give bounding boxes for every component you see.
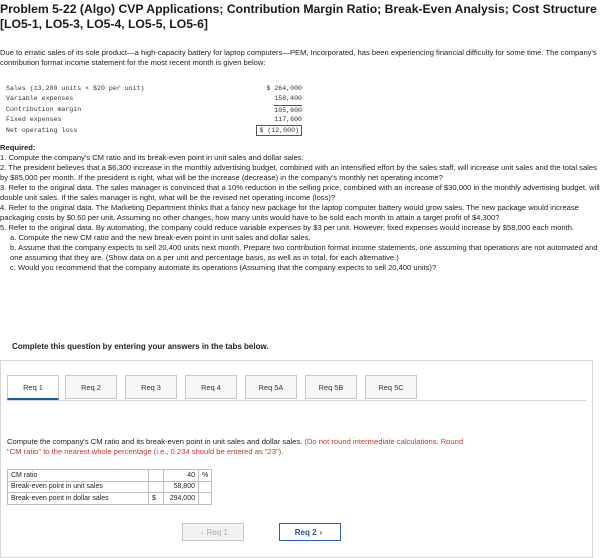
statement-value: $ (12,000) [256,125,302,136]
statement-row-net-operating-loss [6,126,302,136]
chevron-right-icon: › [319,527,323,537]
answer-unit: % [199,470,212,482]
answer-panel [0,360,593,558]
answer-currency: $ [149,493,164,505]
answer-currency [149,470,164,482]
break-even-dollars-input[interactable]: 294,000 [164,493,199,505]
statement-row-sales [6,84,302,94]
statement-value: 158,400 [274,95,302,103]
statement-label: Fixed expenses [6,116,62,124]
tab-req-3[interactable]: Req 3 [125,375,177,399]
answer-label: CM ratio [8,470,149,482]
tab-req-5a[interactable]: Req 5A [245,375,297,399]
statement-label: Sales (13,200 units × $20 per unit) [6,85,145,92]
answer-table [7,469,212,505]
statement-label: Net operating loss [6,126,78,134]
break-even-units-input[interactable]: 58,800 [164,481,199,493]
statement-value: 105,600 [274,105,302,116]
prev-req-label: Req 1 [206,527,229,537]
tab-divider [7,400,586,401]
tab-req-2[interactable]: Req 2 [65,375,117,399]
prev-req-button[interactable] [182,523,244,541]
statement-value: $ 264,000 [266,85,302,92]
answer-row-break-even-dollars [8,493,212,505]
answer-row-cm-ratio [8,470,212,482]
answer-label: Break-even point in unit sales [8,481,149,493]
required-item-5: 5. Refer to the original data. By automating, the company could reduce variable expenses by $3 per unit. However, fixed expenses would increase by $58,000 each month. [0,223,575,232]
statement-value: 117,600 [274,116,302,124]
required-item-2: 2. The president believes that a $6,300 increase in the monthly advertising budget, combined with an intensified effort by the sales staff, will increase unit sales and the total sales by $85,000 per month. If the president is right, what will be the increase (decrease) in the company's monthly net operating income? [0,163,597,182]
req1-instruction [7,437,477,457]
required-item-5a: a. Compute the new CM ratio and the new break-even point in unit sales and dollar sales. [10,233,311,242]
statement-label: Contribution margin [6,105,82,113]
required-item-4: 4. Refer to the original data. The Marketing Department thinks that a fancy new package for the laptop computer battery would grow sales. The new package would increase packaging costs by $0.60 per unit. Assuming no other changes, how many units would have to be sold each month to attain a target profit of $4,300? [0,203,579,222]
answer-currency [149,481,164,493]
chevron-left-icon: ‹ [200,527,204,537]
req1-rounding-note: (Do not round intermediate calculations. Round "CM ratio" to the nearest whole percentage (i.e., 0.234 should be entered as "23"). [7,437,464,456]
tab-req-5c[interactable]: Req 5C [365,375,417,399]
problem-title [0,2,600,32]
required-item-5c: c. Would you recommend that the company automate its operations (Assuming that the company expects to sell 20,400 units)? [10,263,437,272]
tab-req-1[interactable]: Req 1 [7,375,59,400]
tab-req-4[interactable]: Req 4 [185,375,237,399]
req1-instruction-text: Compute the company's CM ratio and its break-even point in unit sales and dollar sales. [7,437,303,446]
answer-unit [199,493,212,505]
answer-label: Break-even point in dollar sales [8,493,149,505]
answer-unit [199,481,212,493]
required-item-1: 1. Compute the company's CM ratio and its break-even point in unit sales and dollar sales. [0,153,304,162]
answer-row-break-even-units [8,481,212,493]
next-req-label: Req 2 [294,527,317,537]
income-statement [6,84,302,136]
statement-row-contribution-margin [6,105,302,115]
cm-ratio-input[interactable]: 40 [164,470,199,482]
problem-title-line1: Problem 5-22 (Algo) CVP Applications; Contribution Margin Ratio; Break-Even Analysis; Cost Structure [0,2,597,16]
required-item-3: 3. Refer to the original data. The sales manager is convinced that a 10% reduction in the selling price, combined with an increase of $30,000 in the monthly advertising budget, will double unit sales. If the sales manager is right, what will be the revised net operating income (loss)? [0,183,600,202]
required-item-5b: b. Assume that the company expects to sell 20,400 units next month. Prepare two contribution format income statements, one assuming that operations are not automated and one assuming that they are. (Show data on a per unit and percentage basis, as well as in total, for each alternative.) [10,243,598,262]
required-heading: Required: [0,143,36,152]
tab-req-5b[interactable]: Req 5B [305,375,357,399]
complete-instruction: Complete this question by entering your answers in the tabs below. [12,342,269,351]
statement-row-variable-expenses [6,94,302,104]
next-req-button[interactable] [279,523,341,541]
problem-title-line2: [LO5-1, LO5-3, LO5-4, LO5-5, LO5-6] [0,17,208,31]
statement-label: Variable expenses [6,95,74,103]
intro-text: Due to erratic sales of its sole product—a high-capacity battery for laptop computers—PEM, Incorporated, has been experiencing financial difficulty for some time. The company's contribution format income statement for the most recent month is given below: [0,48,597,67]
required-section [0,143,600,273]
